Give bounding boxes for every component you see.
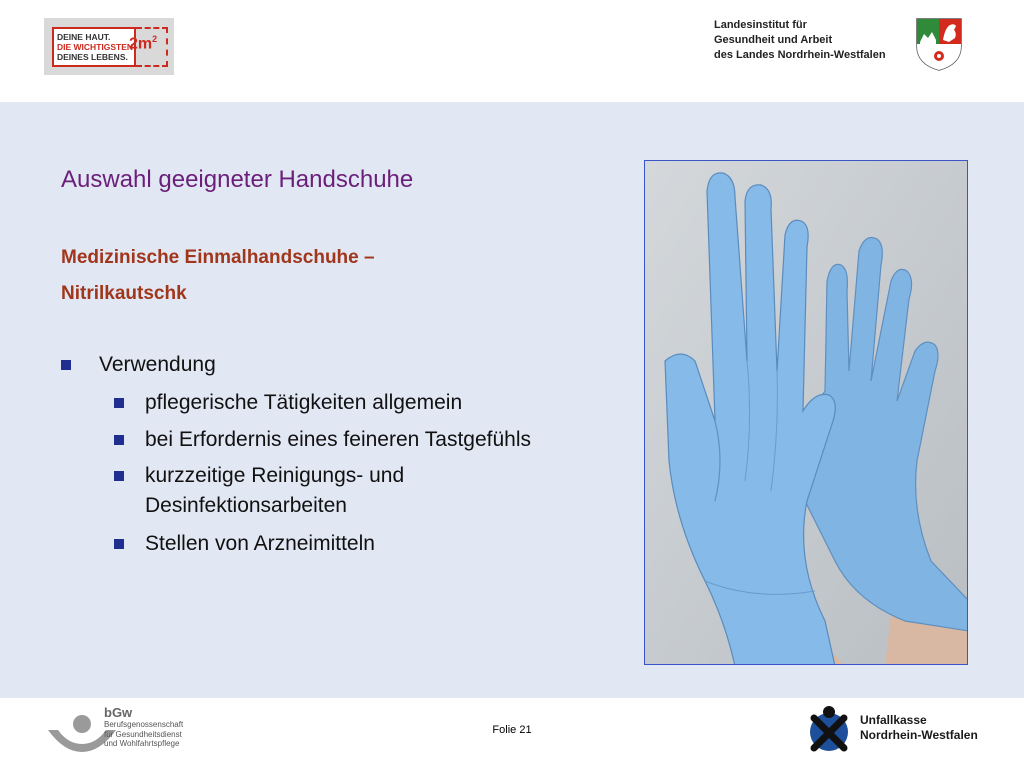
bullet-square-icon [114,539,124,549]
logo-line-2: DIE WICHTIGSTEN [57,42,134,52]
bullet-verwendung [61,350,621,380]
gloves-photo [644,160,968,665]
bgw-text [104,706,183,749]
bullet-square-icon [114,435,124,445]
institute-name [714,18,904,63]
logo-line-1: DEINE HAUT. [57,32,111,42]
sub-bullet-text: bei Erfordernis eines feineren Tastgefühls [145,428,532,451]
bullet-square-icon [114,471,124,481]
sub-bullet-2 [114,425,634,455]
institute-line-2: Gesundheit und Arbeit [714,34,833,46]
deine-haut-logo [44,18,174,75]
unfallkasse-line-1: Unfallkasse [860,713,927,727]
sub-bullet-text: kurzzeitige Reinigungs- und [145,464,405,487]
nrw-coat-of-arms-icon [914,16,964,72]
blue-nitrile-gloves-photo-icon [645,161,968,665]
sub-bullet-text: pflegerische Tätigkeiten allgemein [145,391,463,414]
unfallkasse-text [860,713,978,743]
sub-bullet-text-continued: Desinfektionsarbeiten [145,494,347,517]
slide-title: Auswahl geeigneter Handschuhe [61,166,414,193]
unfallkasse-line-2: Nordrhein-Westfalen [860,728,978,742]
logo-2m2-badge: $2m^2$ [129,34,158,53]
bullet-main-text: Verwendung [99,353,216,376]
institute-line-1: Landesinstitut für [714,19,807,31]
deine-haut-logo-box [52,27,136,67]
sub-bullet-1 [114,388,634,418]
bgw-line-2: für Gesundheitsdienst [104,729,182,739]
sub-bullet-3 [114,461,634,521]
slide-subtitle [61,240,375,312]
logo-line-3: DEINES LEBENS. [57,52,128,62]
bullet-square-icon [61,360,71,370]
bgw-line-1: Berufsgenossenschaft [104,720,184,729]
sub-bullet-4 [114,529,634,559]
slide-number: Folie 21 [492,724,532,736]
subtitle-line-1: Medizinische Einmalhandschuhe – [61,247,375,268]
institute-line-3: des Landes Nordrhein-Westfalen [714,49,886,61]
unfallkasse-logo-icon [806,704,852,752]
bgw-line-3: und Wohlfahrtspflege [104,739,180,748]
sub-bullet-text: Stellen von Arzneimitteln [145,532,375,555]
bullet-square-icon [114,398,124,408]
subtitle-line-2: Nitrilkautschk [61,283,187,304]
bgw-wordmark: bGw [104,705,133,720]
